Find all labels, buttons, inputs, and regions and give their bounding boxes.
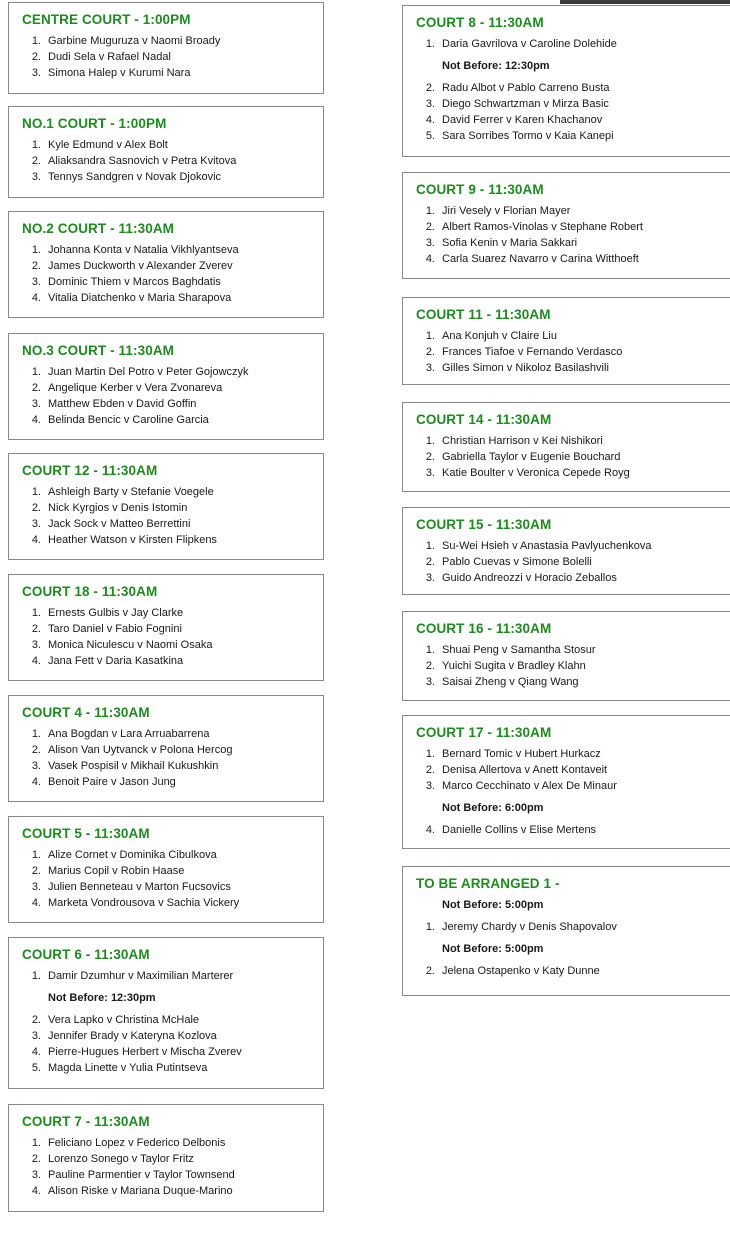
match-row	[22, 516, 323, 532]
match-text: Alize Cornet v Dominika Cibulkova	[48, 849, 217, 861]
match-text: Tennys Sandgren v Novak Djokovic	[48, 171, 222, 183]
court-title: NO.3 COURT - 11:30AM	[22, 343, 175, 358]
match-row	[416, 344, 730, 360]
match-text: James Duckworth v Alexander Zverev	[48, 260, 233, 272]
match-number: 1.	[31, 244, 41, 256]
match-number: 4.	[31, 776, 41, 788]
match-text: Frances Tiafoe v Fernando Verdasco	[442, 346, 623, 358]
match-row	[416, 919, 730, 935]
court-title: COURT 14 - 11:30AM	[416, 412, 552, 427]
match-text: Jeremy Chardy v Denis Shapovalov	[442, 921, 617, 933]
match-number: 2.	[31, 51, 41, 63]
court-title: COURT 18 - 11:30AM	[22, 584, 158, 599]
court-card-court-16-11-30am	[402, 611, 730, 701]
match-text: Ana Konjuh v Claire Liu	[442, 330, 557, 342]
match-text: Angelique Kerber v Vera Zvonareva	[48, 382, 223, 394]
match-number: 3.	[31, 639, 41, 651]
match-number: 2.	[31, 382, 41, 394]
match-text: Kyle Edmund v Alex Bolt	[48, 139, 168, 151]
court-title: NO.1 COURT - 1:00PM	[22, 116, 167, 131]
court-title: COURT 5 - 11:30AM	[22, 826, 150, 841]
court-card-court-4-11-30am	[8, 695, 324, 802]
match-number: 3.	[425, 237, 435, 249]
not-before-note: Not Before: 5:00pm	[442, 899, 544, 911]
match-row	[416, 96, 730, 112]
match-row	[416, 360, 730, 376]
match-text: Bernard Tomic v Hubert Hurkacz	[442, 748, 601, 760]
match-text: Alison Riske v Mariana Duque-Marino	[48, 1185, 233, 1197]
match-number: 5.	[31, 1062, 41, 1074]
match-text: Vasek Pospisil v Mikhail Kukushkin	[48, 760, 219, 772]
match-number: 2.	[31, 1014, 41, 1026]
match-row	[416, 36, 730, 52]
match-text: Gilles Simon v Nikoloz Basilashvili	[442, 362, 609, 374]
match-number: 1.	[31, 366, 41, 378]
match-text: Katie Boulter v Veronica Cepede Royg	[442, 467, 630, 479]
match-row	[416, 746, 730, 762]
match-text: Benoit Paire v Jason Jung	[48, 776, 176, 788]
court-title: COURT 4 - 11:30AM	[22, 705, 150, 720]
match-number: 4.	[31, 534, 41, 546]
match-number: 3.	[425, 676, 435, 688]
court-card-court-9-11-30am	[402, 172, 730, 279]
court-card-court-17-11-30am	[402, 715, 730, 849]
match-number: 1.	[31, 849, 41, 861]
court-card-centre-court-1-00pm	[8, 2, 324, 94]
match-row	[416, 570, 730, 586]
court-card-no-1-court-1-00pm	[8, 106, 324, 198]
match-row	[22, 380, 323, 396]
match-number: 1.	[425, 205, 435, 217]
match-text: Jana Fett v Daria Kasatkina	[48, 655, 184, 667]
match-text: Sofia Kenin v Maria Sakkari	[442, 237, 578, 249]
match-number: 2.	[425, 346, 435, 358]
match-number: 1.	[31, 728, 41, 740]
match-text: Marco Cecchinato v Alex De Minaur	[442, 780, 617, 792]
match-text: Feliciano Lopez v Federico Delbonis	[48, 1137, 226, 1149]
match-row	[416, 433, 730, 449]
court-title: COURT 17 - 11:30AM	[416, 725, 552, 740]
match-row	[22, 895, 323, 911]
match-text: Marketa Vondrousova v Sachia Vickery	[48, 897, 240, 909]
match-row	[22, 500, 323, 516]
match-number: 3.	[31, 881, 41, 893]
match-row	[416, 235, 730, 251]
match-text: Dominic Thiem v Marcos Baghdatis	[48, 276, 221, 288]
not-before-note: Not Before: 12:30pm	[48, 992, 156, 1004]
match-number: 3.	[31, 1030, 41, 1042]
match-text: Denisa Allertova v Anett Kontaveit	[442, 764, 608, 776]
match-text: Vitalia Diatchenko v Maria Sharapova	[48, 292, 232, 304]
match-row	[416, 112, 730, 128]
match-text: Johanna Konta v Natalia Vikhlyantseva	[48, 244, 239, 256]
match-number: 1.	[31, 35, 41, 47]
match-text: Magda Linette v Yulia Putintseva	[48, 1062, 208, 1074]
match-row	[416, 449, 730, 465]
court-card-court-5-11-30am	[8, 816, 324, 923]
match-number: 3.	[425, 780, 435, 792]
match-number: 3.	[31, 276, 41, 288]
match-row	[22, 637, 323, 653]
match-text: Damir Dzumhur v Maximilian Marterer	[48, 970, 234, 982]
match-row	[22, 396, 323, 412]
match-row	[22, 484, 323, 500]
match-row	[22, 879, 323, 895]
match-row	[22, 242, 323, 258]
match-row	[416, 465, 730, 481]
match-row	[22, 1044, 323, 1060]
match-row	[416, 674, 730, 690]
match-text: Lorenzo Sonego v Taylor Fritz	[48, 1153, 194, 1165]
match-text: Aliaksandra Sasnovich v Petra Kvitova	[48, 155, 237, 167]
match-number: 4.	[31, 655, 41, 667]
match-row	[22, 1028, 323, 1044]
match-text: Belinda Bencic v Caroline Garcia	[48, 414, 209, 426]
match-row	[416, 251, 730, 267]
court-title: COURT 7 - 11:30AM	[22, 1114, 150, 1129]
match-text: Shuai Peng v Samantha Stosur	[442, 644, 596, 656]
match-number: 2.	[31, 744, 41, 756]
match-row	[22, 1167, 323, 1183]
match-number: 4.	[31, 292, 41, 304]
match-text: Ashleigh Barty v Stefanie Voegele	[48, 486, 214, 498]
match-text: Ernests Gulbis v Jay Clarke	[48, 607, 184, 619]
court-card-no-2-court-11-30am	[8, 211, 324, 318]
match-text: Dudi Sela v Rafael Nadal	[48, 51, 171, 63]
match-text: Danielle Collins v Elise Mertens	[442, 824, 597, 836]
match-text: Vera Lapko v Christina McHale	[48, 1014, 200, 1026]
court-card-court-14-11-30am	[402, 402, 730, 492]
court-card-no-3-court-11-30am	[8, 333, 324, 440]
match-number: 2.	[425, 965, 435, 977]
match-number: 1.	[31, 1137, 41, 1149]
match-number: 1.	[31, 607, 41, 619]
court-title: COURT 12 - 11:30AM	[22, 463, 158, 478]
match-text: Diego Schwartzman v Mirza Basic	[442, 98, 609, 110]
court-card-court-18-11-30am	[8, 574, 324, 681]
match-number: 3.	[31, 171, 41, 183]
match-number: 5.	[425, 130, 435, 142]
match-text: Heather Watson v Kirsten Flipkens	[48, 534, 217, 546]
match-row	[416, 762, 730, 778]
match-text: Julien Benneteau v Marton Fucsovics	[48, 881, 231, 893]
match-number: 2.	[425, 82, 435, 94]
match-text: Saisai Zheng v Qiang Wang	[442, 676, 579, 688]
match-text: Guido Andreozzi v Horacio Zeballos	[442, 572, 617, 584]
match-number: 2.	[425, 451, 435, 463]
match-text: Ana Bogdan v Lara Arruabarrena	[48, 728, 210, 740]
court-card-court-7-11-30am	[8, 1104, 324, 1212]
match-text: Su-Wei Hsieh v Anastasia Pavlyuchenkova	[442, 540, 652, 552]
match-row	[416, 963, 730, 979]
match-row	[22, 1183, 323, 1199]
match-text: Jiri Vesely v Florian Mayer	[442, 205, 571, 217]
match-text: Nick Kyrgios v Denis Istomin	[48, 502, 188, 514]
match-number: 4.	[425, 824, 435, 836]
court-title: COURT 8 - 11:30AM	[416, 15, 544, 30]
match-row	[22, 621, 323, 637]
match-text: Monica Niculescu v Naomi Osaka	[48, 639, 213, 651]
match-text: David Ferrer v Karen Khachanov	[442, 114, 603, 126]
match-number: 2.	[425, 660, 435, 672]
match-number: 2.	[31, 155, 41, 167]
match-row	[22, 412, 323, 428]
match-row	[416, 80, 730, 96]
match-text: Taro Daniel v Fabio Fognini	[48, 623, 182, 635]
top-edge-bar	[560, 0, 730, 4]
match-text: Jack Sock v Matteo Berrettini	[48, 518, 191, 530]
not-before-note: Not Before: 5:00pm	[442, 943, 544, 955]
match-text: Christian Harrison v Kei Nishikori	[442, 435, 603, 447]
match-row	[416, 554, 730, 570]
match-number: 2.	[31, 1153, 41, 1165]
match-row	[22, 605, 323, 621]
match-row	[22, 1151, 323, 1167]
match-text: Radu Albot v Pablo Carreno Busta	[442, 82, 610, 94]
match-row	[22, 532, 323, 548]
match-number: 4.	[31, 414, 41, 426]
match-row	[22, 153, 323, 169]
match-text: Garbine Muguruza v Naomi Broady	[48, 35, 221, 47]
match-text: Jennifer Brady v Kateryna Kozlova	[48, 1030, 217, 1042]
match-number: 3.	[31, 67, 41, 79]
match-row	[22, 774, 323, 790]
match-row	[22, 49, 323, 65]
match-text: Juan Martin Del Potro v Peter Gojowczyk	[48, 366, 249, 378]
court-title: COURT 16 - 11:30AM	[416, 621, 552, 636]
match-row	[416, 658, 730, 674]
match-row	[22, 258, 323, 274]
court-title: NO.2 COURT - 11:30AM	[22, 221, 175, 236]
match-text: Pauline Parmentier v Taylor Townsend	[48, 1169, 235, 1181]
match-number: 1.	[425, 921, 435, 933]
match-text: Alison Van Uytvanck v Polona Hercog	[48, 744, 233, 756]
court-title: COURT 9 - 11:30AM	[416, 182, 544, 197]
match-number: 3.	[31, 518, 41, 530]
match-row	[22, 169, 323, 185]
match-number: 1.	[425, 330, 435, 342]
match-row	[22, 290, 323, 306]
match-row	[22, 364, 323, 380]
match-row	[22, 847, 323, 863]
match-number: 1.	[425, 644, 435, 656]
match-number: 2.	[31, 260, 41, 272]
match-text: Pablo Cuevas v Simone Bolelli	[442, 556, 592, 568]
match-row	[22, 863, 323, 879]
court-title: COURT 15 - 11:30AM	[416, 517, 552, 532]
match-text: Pierre-Hugues Herbert v Mischa Zverev	[48, 1046, 242, 1058]
match-row	[22, 758, 323, 774]
court-card-to-be-arranged-1	[402, 866, 730, 996]
not-before-note: Not Before: 6:00pm	[442, 802, 544, 814]
match-number: 1.	[31, 486, 41, 498]
not-before-note: Not Before: 12:30pm	[442, 60, 550, 72]
match-row	[416, 219, 730, 235]
match-number: 3.	[425, 362, 435, 374]
match-row	[22, 653, 323, 669]
match-number: 1.	[31, 970, 41, 982]
match-number: 2.	[31, 865, 41, 877]
match-row	[22, 968, 323, 984]
match-row	[22, 65, 323, 81]
match-number: 3.	[425, 467, 435, 479]
court-card-court-6-11-30am	[8, 937, 324, 1089]
court-card-court-12-11-30am	[8, 453, 324, 560]
match-row	[416, 128, 730, 144]
match-text: Albert Ramos-Vinolas v Stephane Robert	[442, 221, 643, 233]
match-row	[416, 778, 730, 794]
match-row	[22, 33, 323, 49]
match-row	[22, 1060, 323, 1076]
match-number: 1.	[425, 435, 435, 447]
match-number: 1.	[31, 139, 41, 151]
match-text: Jelena Ostapenko v Katy Dunne	[442, 965, 600, 977]
match-number: 1.	[425, 38, 435, 50]
court-title: TO BE ARRANGED 1 -	[416, 876, 560, 891]
match-row	[22, 742, 323, 758]
match-number: 3.	[425, 572, 435, 584]
match-number: 4.	[425, 114, 435, 126]
match-number: 2.	[425, 556, 435, 568]
court-title: COURT 11 - 11:30AM	[416, 307, 551, 322]
match-row	[416, 328, 730, 344]
match-row	[22, 726, 323, 742]
match-row	[22, 1012, 323, 1028]
match-row	[22, 137, 323, 153]
match-row	[22, 274, 323, 290]
match-number: 3.	[425, 98, 435, 110]
match-row	[416, 538, 730, 554]
match-number: 2.	[425, 764, 435, 776]
match-number: 3.	[31, 760, 41, 772]
match-text: Sara Sorribes Tormo v Kaia Kanepi	[442, 130, 614, 142]
match-row	[416, 822, 730, 838]
match-text: Carla Suarez Navarro v Carina Witthoeft	[442, 253, 639, 265]
match-text: Yuichi Sugita v Bradley Klahn	[442, 660, 586, 672]
match-number: 3.	[31, 1169, 41, 1181]
match-number: 4.	[31, 897, 41, 909]
match-text: Daria Gavrilova v Caroline Dolehide	[442, 38, 617, 50]
match-text: Gabriella Taylor v Eugenie Bouchard	[442, 451, 621, 463]
match-number: 2.	[425, 221, 435, 233]
court-title: CENTRE COURT - 1:00PM	[22, 12, 191, 27]
match-number: 1.	[425, 540, 435, 552]
match-row	[22, 1135, 323, 1151]
court-title: COURT 6 - 11:30AM	[22, 947, 150, 962]
match-number: 2.	[31, 623, 41, 635]
court-card-court-8-11-30am	[402, 5, 730, 157]
match-row	[416, 203, 730, 219]
court-card-court-15-11-30am	[402, 507, 730, 595]
match-number: 1.	[425, 748, 435, 760]
match-number: 4.	[31, 1185, 41, 1197]
match-text: Matthew Ebden v David Goffin	[48, 398, 197, 410]
match-number: 2.	[31, 502, 41, 514]
match-row	[416, 642, 730, 658]
match-number: 4.	[31, 1046, 41, 1058]
match-text: Simona Halep v Kurumi Nara	[48, 67, 191, 79]
court-card-court-11-11-30am	[402, 297, 730, 385]
match-number: 3.	[31, 398, 41, 410]
match-number: 4.	[425, 253, 435, 265]
match-text: Marius Copil v Robin Haase	[48, 865, 185, 877]
